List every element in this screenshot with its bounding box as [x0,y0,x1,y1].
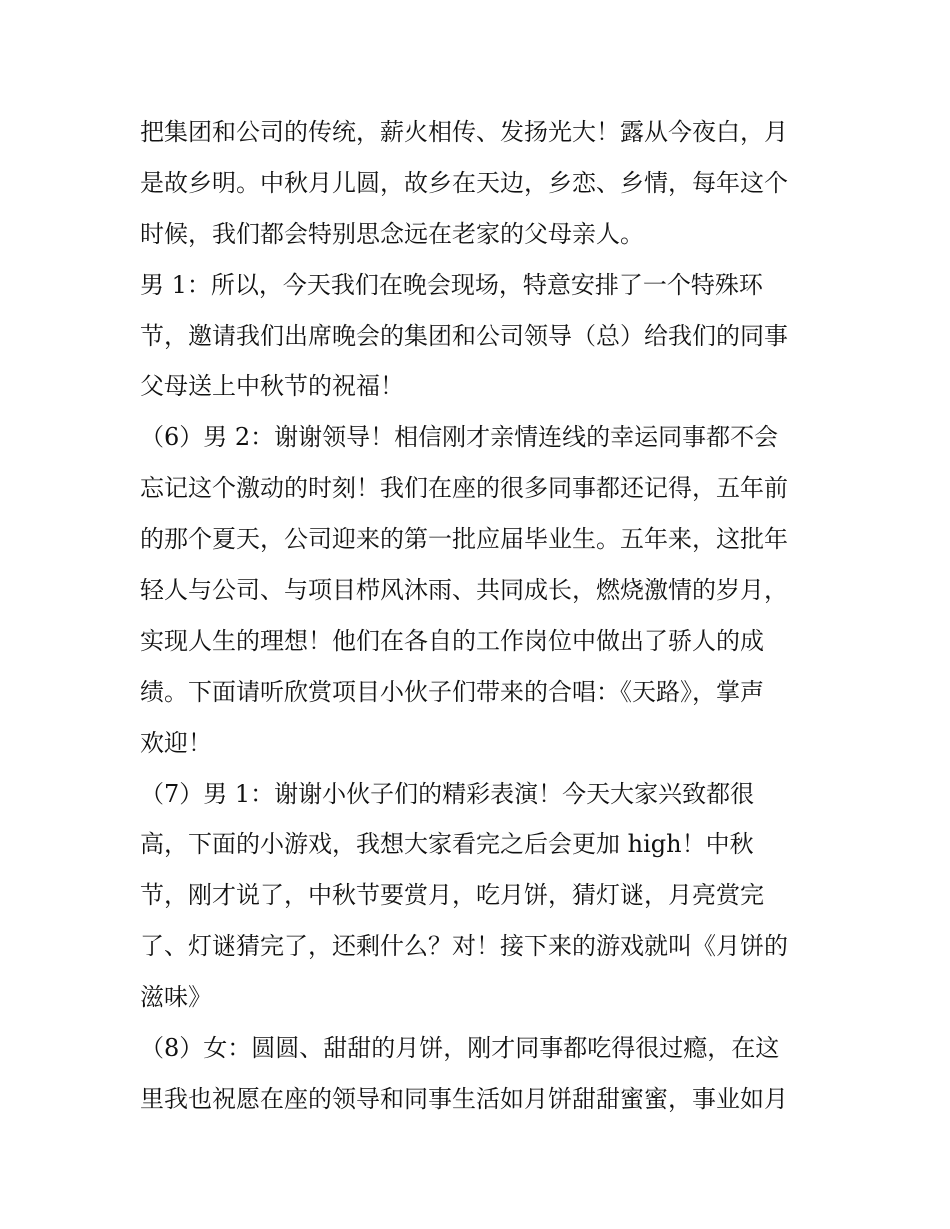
text-line-6: 父母送上中秋节的祝福！ [140,372,404,401]
text-line-2: 是故乡明。中秋月儿圆，故乡在天边，乡恋、乡情，每年这个 [140,168,788,197]
text-line-3: 时候，我们都会特别思念远在老家的父母亲人。 [140,219,644,248]
text-line-14: （7）男 1：谢谢小伙子们的精彩表演！今天大家兴致都很 [140,779,755,808]
text-line-10: 轻人与公司、与项目栉风沐雨、共同成长，燃烧激情的岁月， [140,576,788,605]
text-line-12: 绩。下面请听欣赏项目小伙子们带来的合唱：《天路》，掌声 [140,677,764,706]
document-body [140,107,820,1125]
text-line-19: （8）女：圆圆、甜甜的月饼，刚才同事都吃得很过瘾，在这 [140,1034,780,1063]
text-line-17: 了、灯谜猜完了，还剩什么？对！接下来的游戏就叫《月饼的 [140,932,788,961]
text-line-15: 高，下面的小游戏，我想大家看完之后会更加 high！中秋 [140,830,754,859]
text-line-4: 男 1：所以，今天我们在晚会现场，特意安排了一个特殊环 [140,270,763,299]
text-line-18: 滋味》 [140,983,212,1012]
text-line-5: 节，邀请我们出席晚会的集团和公司领导（总）给我们的同事 [140,321,788,350]
text-line-1: 把集团和公司的传统，薪火相传、发扬光大！露从今夜白，月 [140,118,788,146]
text-line-7: （6）男 2：谢谢领导！相信刚才亲情连线的幸运同事都不会 [140,423,779,452]
text-line-16: 节，刚才说了，中秋节要赏月，吃月饼，猜灯谜，月亮赏完 [140,881,764,910]
text-line-8: 忘记这个激动的时刻！我们在座的很多同事都还记得，五年前 [140,474,788,503]
text-line-9: 的那个夏天，公司迎来的第一批应届毕业生。五年来，这批年 [140,525,788,554]
text-line-20: 里我也祝愿在座的领导和同事生活如月饼甜甜蜜蜜，事业如月 [140,1084,788,1113]
text-line-11: 实现人生的理想！他们在各自的工作岗位中做出了骄人的成 [140,626,764,655]
text-line-13: 欢迎！ [140,728,212,757]
